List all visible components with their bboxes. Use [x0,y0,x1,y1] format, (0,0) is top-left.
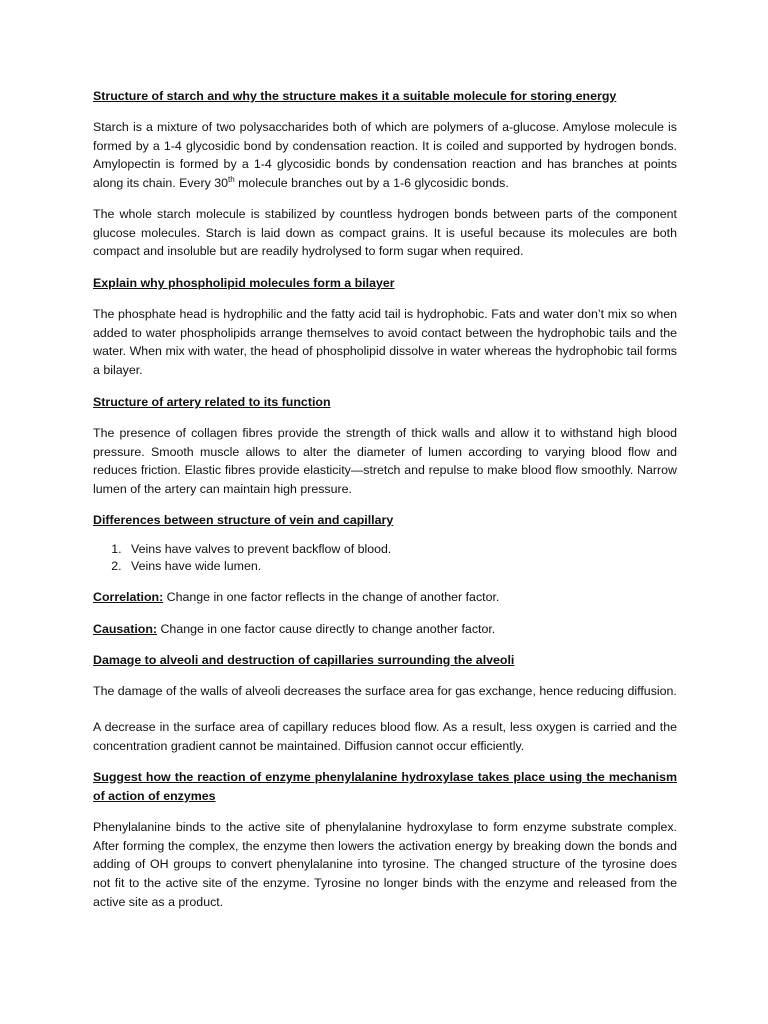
paragraph-enzyme: Phenylalanine binds to the active site of phenylalanine hydroxylase to form enzyme substrate complex. After forming the complex, the enzyme then lowers the activation energy by breaking down the bonds and adding of OH groups to convert phenylalanine into tyrosine. The changed structure of the tyrosine does not fit to the active site of the enzyme. Tyrosine no longer binds with the enzyme and released from the active site as a product. [93,820,677,909]
term: Correlation: [93,590,164,604]
heading-vein-capillary: Differences between structure of vein and capillary [93,513,394,527]
paragraph-phospholipid: The phosphate head is hydrophilic and the fatty acid tail is hydrophobic. Fats and water don’t mix so when added to water phospholipids arrange themselves to avoid contact between the hydrophobic tails and the water. When mix with water, the head of phospholipid dissolve in water whereas the hydrophobic tail forms a bilayer. [93,307,677,378]
heading-artery: Structure of artery related to its function [93,395,331,409]
definition: Change in one factor reflects in the change of another factor. [163,590,500,604]
paragraph-starch-structure [93,118,677,193]
definition: Change in one factor cause directly to change another factor. [157,622,496,636]
definition-causation [93,620,677,639]
text: Starch is a mixture of two polysaccharides both of which are polymers of a-glucose. Amylose molecule is formed by a 1-4 glycosidic bond by condensation reaction. It is coiled and supported by hydrogen bonds. Amylopectin is formed by a 1-4 glycosidic bonds by condensation reaction and has branches at points along its chain. Every 30 [93,120,677,191]
definition-correlation [93,588,677,607]
paragraph-capillary: A decrease in the surface area of capillary reduces blood flow. As a result, less oxygen is carried and the concentration gradient cannot be maintained. Diffusion cannot occur efficiently. [93,720,677,753]
term: Causation: [93,622,158,636]
paragraph-starch-stability: The whole starch molecule is stabilized by countless hydrogen bonds between parts of the component glucose molecules. Starch is laid down as compact grains. It is useful because its molecules are both compact and insoluble but are readily hydrolysed to form sugar when required. [93,207,677,259]
heading-enzyme: Suggest how the reaction of enzyme phenylalanine hydroxylase takes place using the mechanism of action of enzymes [93,770,677,803]
heading-phospholipid: Explain why phospholipid molecules form a bilayer [93,276,395,290]
list-item: 2. Veins have wide lumen. [125,558,677,575]
list-item: 1. Veins have valves to prevent backflow of blood. [125,541,677,558]
heading-starch: Structure of starch and why the structure makes it a suitable molecule for storing energy [93,89,617,103]
vein-differences-list [93,541,677,575]
text: molecule branches out by a 1-6 glycosidic bonds. [234,176,509,191]
superscript: th [228,174,235,184]
paragraph-alveoli: The damage of the walls of alveoli decreases the surface area for gas exchange, hence reducing diffusion. [93,684,677,698]
paragraph-artery: The presence of collagen fibres provide the strength of thick walls and allow it to withstand high blood pressure. Smooth muscle allows to alter the diameter of lumen according to varying blood flow and reduces friction. Elastic fibres provide elasticity—stretch and repulse to make blood flow smoothly. Narrow lumen of the artery can maintain high pressure. [93,426,677,497]
heading-alveoli: Damage to alveoli and destruction of capillaries surrounding the alveoli [93,653,515,667]
